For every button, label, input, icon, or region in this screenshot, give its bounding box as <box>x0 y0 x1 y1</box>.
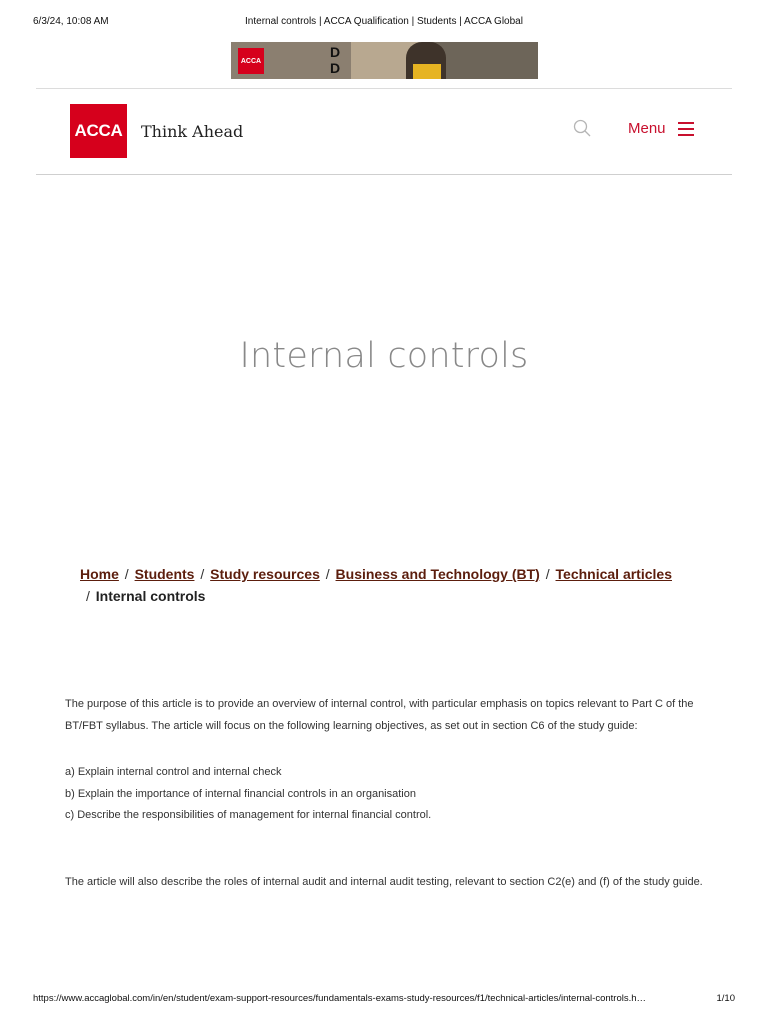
list-item: b) Explain the importance of internal financial controls in an organisation <box>65 787 416 800</box>
breadcrumb-link-business-technology[interactable]: Business and Technology (BT) <box>335 566 540 582</box>
breadcrumb <box>80 563 680 607</box>
list-item: c) Describe the responsibilities of management for internal financial control. <box>65 809 432 821</box>
banner-letters: D D <box>329 44 341 76</box>
breadcrumb-separator: / <box>200 566 205 582</box>
breadcrumb-current: Internal controls <box>95 588 206 604</box>
print-datetime: 6/3/24, 10:08 AM <box>33 16 109 27</box>
breadcrumb-link-students[interactable]: Students <box>134 566 195 582</box>
breadcrumb-link-technical-articles[interactable]: Technical articles <box>555 566 672 582</box>
breadcrumb-link-study-resources[interactable]: Study resources <box>210 566 320 582</box>
banner-person-image <box>413 64 441 79</box>
tagline: Think Ahead <box>141 122 244 141</box>
header-divider <box>36 174 732 175</box>
print-header <box>33 16 735 30</box>
breadcrumb-separator: / <box>325 566 330 582</box>
article-intro: The purpose of this article is to provide an overview of internal control, with particular emphasis on topics relevant to Part C of the BT/FBT syllabus. The article will focus on the following learning objectives, as set out in section C6 of the study guide: <box>65 698 694 732</box>
print-footer <box>33 993 735 1007</box>
search-icon[interactable] <box>572 118 592 138</box>
page-title: Internal controls <box>239 336 529 376</box>
banner-background <box>431 42 538 79</box>
header-divider <box>36 88 732 89</box>
advert-banner[interactable] <box>231 42 538 79</box>
print-page-number: 1/10 <box>716 993 735 1004</box>
breadcrumb-current-line <box>84 585 680 607</box>
banner-acca-logo: ACCA <box>238 48 264 74</box>
menu-button[interactable] <box>628 120 694 137</box>
breadcrumb-link-home[interactable]: Home <box>80 566 119 582</box>
breadcrumb-separator: / <box>86 588 90 604</box>
acca-logo[interactable]: ACCA <box>70 104 127 158</box>
hamburger-icon <box>678 122 694 136</box>
menu-label: Menu <box>628 120 666 137</box>
learning-objectives-list <box>65 762 725 827</box>
article-followup: The article will also describe the roles of internal audit and internal audit testing, relevant to section C2(e) and (f) of the study guide. <box>65 876 703 888</box>
breadcrumb-separator: / <box>545 566 550 582</box>
print-url: https://www.accaglobal.com/in/en/student/exam-support-resources/fundamentals-exams-study-resources/f1/technical-articles/internal-controls.h… <box>33 993 647 1004</box>
breadcrumb-separator: / <box>124 566 129 582</box>
print-document-title: Internal controls | ACCA Qualification | Students | ACCA Global <box>245 16 523 27</box>
list-item: a) Explain internal control and internal check <box>65 766 282 778</box>
